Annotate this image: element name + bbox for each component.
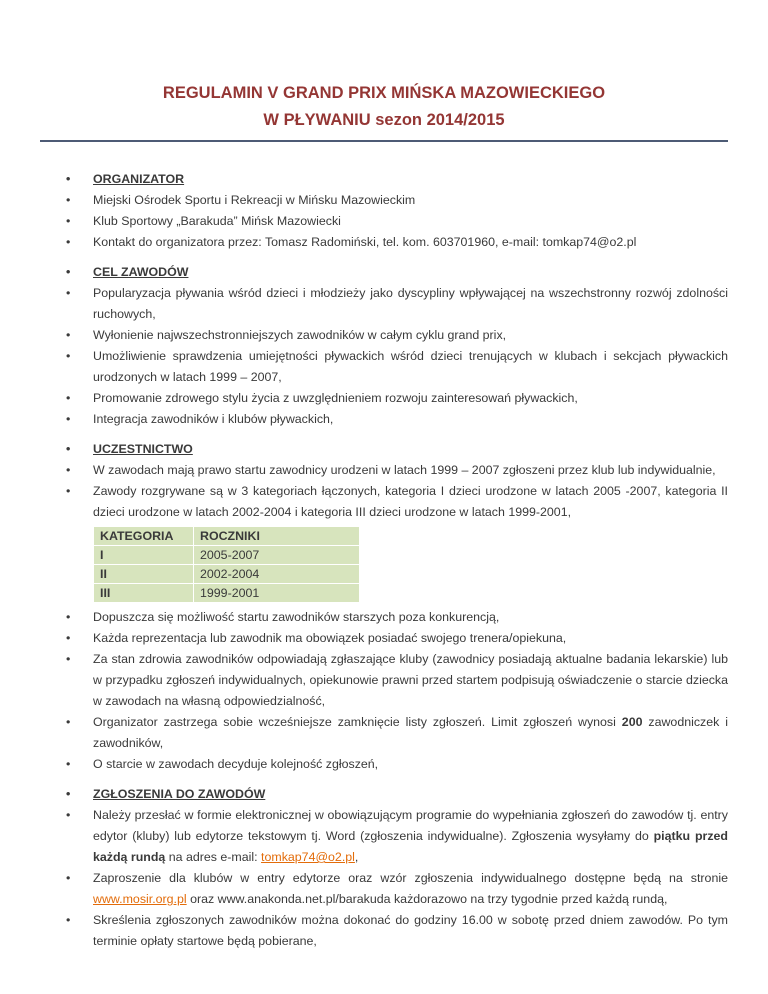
bullet-item	[63, 868, 728, 910]
text-segment: na adres e-mail:	[165, 850, 262, 864]
bullet-item	[63, 409, 728, 430]
table-row	[94, 565, 360, 584]
text-segment: oraz www.anakonda.net.pl/barakuda każdorazowo na trzy tygodnie przed każdą rundą,	[186, 892, 668, 906]
bullet-item	[63, 649, 728, 712]
text-segment: piątku przed każdą rundą	[93, 829, 728, 864]
text-segment: Zaproszenie dla klubów w entry edytorze oraz wzór zgłoszenia indywidualnego dostępne będą na stronie	[93, 871, 728, 885]
hyperlink[interactable]: www.mosir.org.pl	[93, 892, 187, 906]
text-segment: Popularyzacja pływania wśród dzieci i młodzieży jako dyscypliny wpływającej na wszechstronny rozwój zdolności ruchowych,	[93, 286, 728, 321]
bullet-item	[63, 283, 728, 325]
document-body	[40, 169, 728, 952]
section-heading-text: ZGŁOSZENIA DO ZAWODÓW	[93, 787, 266, 801]
text-segment: Kontakt do organizatora przez: Tomasz Radomiński, tel. kom. 603701960, e-mail: tomkap74@o2.pl	[93, 235, 637, 249]
bullet-item	[63, 388, 728, 409]
text-segment: Organizator zastrzega sobie wcześniejsze zamknięcie listy zgłoszeń. Limit zgłoszeń wynosi	[93, 715, 622, 729]
text-segment: zawodniczek i zawodników,	[93, 715, 728, 750]
text-segment: W zawodach mają prawo startu zawodnicy urodzeni w latach 1999 – 2007 zgłoszeni przez klub lub indywidualnie,	[93, 463, 716, 477]
text-segment: Zawody rozgrywane są w 3 kategoriach łączonych, kategoria I dzieci urodzone w latach 2005 -2007, kategoria II dzieci urodzone w latach 2002-2004 i kategoria III dzieci urodzone w latach 1999-2001,	[93, 484, 728, 519]
bullet-item	[63, 211, 728, 232]
table-cell: 2005-2007	[194, 546, 360, 565]
title-line-2: W PŁYWANIU sezon 2014/2015	[263, 111, 505, 129]
text-segment: Klub Sportowy „Barakuda” Mińsk Mazowiecki	[93, 214, 341, 228]
text-segment: Skreślenia zgłoszonych zawodników można dokonać do godziny 16.00 w sobotę przed dniem zawodów. Po tym terminie opłaty startowe będą pobierane,	[93, 913, 728, 948]
text-segment: 200	[621, 715, 643, 729]
document-title	[40, 80, 728, 134]
text-segment: Integracja zawodników i klubów pływackich,	[93, 412, 334, 426]
bullet-item	[63, 232, 728, 253]
section-heading-text: CEL ZAWODÓW	[93, 265, 189, 279]
table-cell: III	[94, 584, 194, 603]
section-heading	[63, 784, 728, 805]
bullet-item	[63, 712, 728, 754]
title-divider	[40, 140, 728, 142]
table-cell: 1999-2001	[194, 584, 360, 603]
section-heading-text: ORGANIZATOR	[93, 172, 185, 186]
section-heading	[63, 169, 728, 190]
bullet-item	[63, 346, 728, 388]
bullet-item	[63, 190, 728, 211]
section-heading-text: UCZESTNICTWO	[93, 442, 193, 456]
text-segment: Za stan zdrowia zawodników odpowiadają zgłaszające kluby (zawodnicy posiadają aktualne badania lekarskie) lub w przypadku zgłoszeń indywidualnych, opiekunowie prawni przed startem podpisują oświadczenie o starcie dziecka w zawodach na własną odpowiedzialność,	[93, 652, 728, 708]
bullet-item	[63, 460, 728, 481]
title-line-1: REGULAMIN V GRAND PRIX MIŃSKA MAZOWIECKIEGO	[162, 84, 606, 102]
bullet-item	[63, 607, 728, 628]
section-heading	[63, 439, 728, 460]
text-segment: ,	[354, 850, 359, 864]
section-zgloszenia-do-zawodow	[63, 784, 728, 952]
bullet-item	[63, 325, 728, 346]
table-cell: 2002-2004	[194, 565, 360, 584]
bullet-item	[63, 910, 728, 952]
table-header-cell: KATEGORIA	[94, 527, 194, 546]
text-segment: Należy przesłać w formie elektronicznej w obowiązującym programie do wypełniania zgłoszeń do zawodów tj. entry edytor (kluby) lub edytorze tekstowym tj. Word (zgłoszenia indywidualne). Zgłoszenia wysyłamy do	[93, 808, 728, 843]
section-heading	[63, 262, 728, 283]
bullet-item	[63, 754, 728, 775]
text-segment: Miejski Ośrodek Sportu i Rekreacji w Mińsku Mazowieckim	[93, 193, 416, 207]
section-uczestnictwo	[63, 439, 728, 775]
table-cell: II	[94, 565, 194, 584]
section-organizator	[63, 169, 728, 253]
hyperlink[interactable]: tomkap74@o2.pl	[261, 850, 355, 864]
table-row	[94, 584, 360, 603]
text-segment: Umożliwienie sprawdzenia umiejętności pływackich wśród dzieci trenujących w klubach i sekcjach pływackich urodzonych w latach 1999 – 2007,	[93, 349, 728, 384]
bullet-item	[63, 628, 728, 649]
bullet-item	[63, 805, 728, 868]
text-segment: Dopuszcza się możliwość startu zawodników starszych poza konkurencją,	[93, 610, 500, 624]
text-segment: Każda reprezentacja lub zawodnik ma obowiązek posiadać swojego trenera/opiekuna,	[93, 631, 567, 645]
table-header-row	[94, 527, 360, 546]
text-segment: Wyłonienie najwszechstronniejszych zawodników w całym cyklu grand prix,	[93, 328, 507, 342]
text-segment: O starcie w zawodach decyduje kolejność zgłoszeń,	[93, 757, 379, 771]
table-header-cell: ROCZNIKI	[194, 527, 360, 546]
table-row	[94, 546, 360, 565]
text-segment: Promowanie zdrowego stylu życia z uwzględnieniem rozwoju zainteresowań pływackich,	[93, 391, 578, 405]
bullet-item	[63, 481, 728, 523]
table-cell: I	[94, 546, 194, 565]
categories-table	[93, 526, 360, 603]
section-cel-zawodow	[63, 262, 728, 430]
